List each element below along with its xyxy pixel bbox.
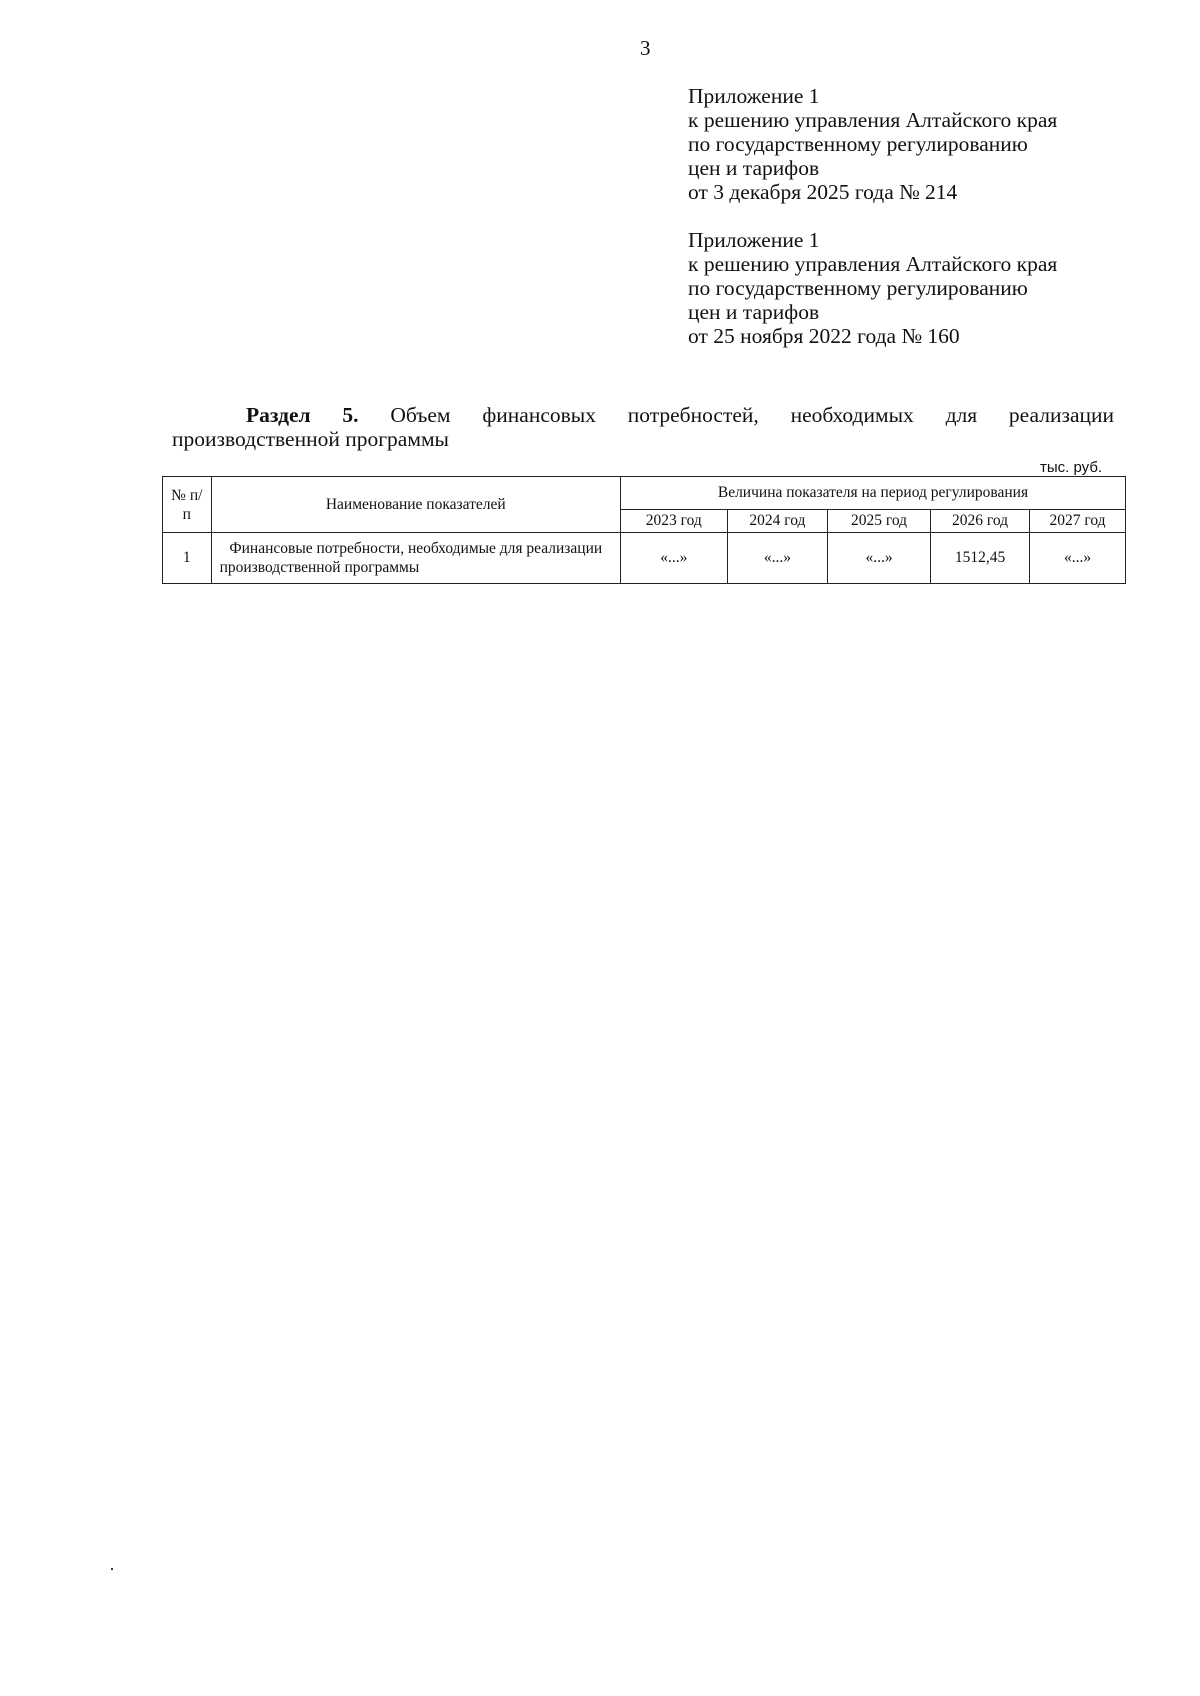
row-value: 1512,45 [930, 533, 1029, 584]
appendix-line: Приложение 1 [688, 228, 820, 252]
table-row [163, 533, 1126, 584]
appendix-header-original [688, 228, 1057, 348]
row-value: «...» [727, 533, 828, 584]
row-value: «...» [620, 533, 727, 584]
appendix-header-current [688, 84, 1057, 204]
appendix-line: цен и тарифов [688, 156, 820, 180]
row-indicator-name: Финансовые потребности, необходимые для реализации производственной программы [211, 533, 620, 584]
header-indicator-name: Наименование показателей [211, 477, 620, 533]
section-heading [172, 403, 1114, 451]
appendix-line: Приложение 1 [688, 84, 820, 108]
appendix-line: цен и тарифов [688, 300, 820, 324]
row-value: «...» [828, 533, 931, 584]
appendix-line: по государственному регулированию [688, 132, 1028, 156]
header-number: № п/п [163, 477, 212, 533]
header-year: 2025 год [828, 510, 931, 533]
appendix-line: к решению управления Алтайского края [688, 252, 1058, 276]
appendix-line: от 25 ноября 2022 года № 160 [688, 324, 960, 348]
row-value: «...» [1030, 533, 1126, 584]
appendix-line: к решению управления Алтайского края [688, 108, 1058, 132]
section-title-continuation: производственной программы [172, 427, 450, 451]
section-label: Раздел 5. [246, 403, 359, 427]
header-year: 2027 год [1030, 510, 1126, 533]
units-label: тыс. руб. [1040, 459, 1103, 476]
financial-needs-table [162, 476, 1126, 584]
header-year: 2026 год [930, 510, 1029, 533]
row-number: 1 [163, 533, 212, 584]
appendix-line: по государственному регулированию [688, 276, 1028, 300]
section-title-part: Объем финансовых потребностей, необходимых для реализации [390, 403, 1115, 427]
header-period-value: Величина показателя на период регулирования [620, 477, 1125, 510]
section-heading-line [172, 403, 1114, 427]
page-number: 3 [640, 36, 651, 60]
scan-speck [111, 1568, 113, 1570]
header-year: 2024 год [727, 510, 828, 533]
header-year: 2023 год [620, 510, 727, 533]
appendix-line: от 3 декабря 2025 года № 214 [688, 180, 958, 204]
